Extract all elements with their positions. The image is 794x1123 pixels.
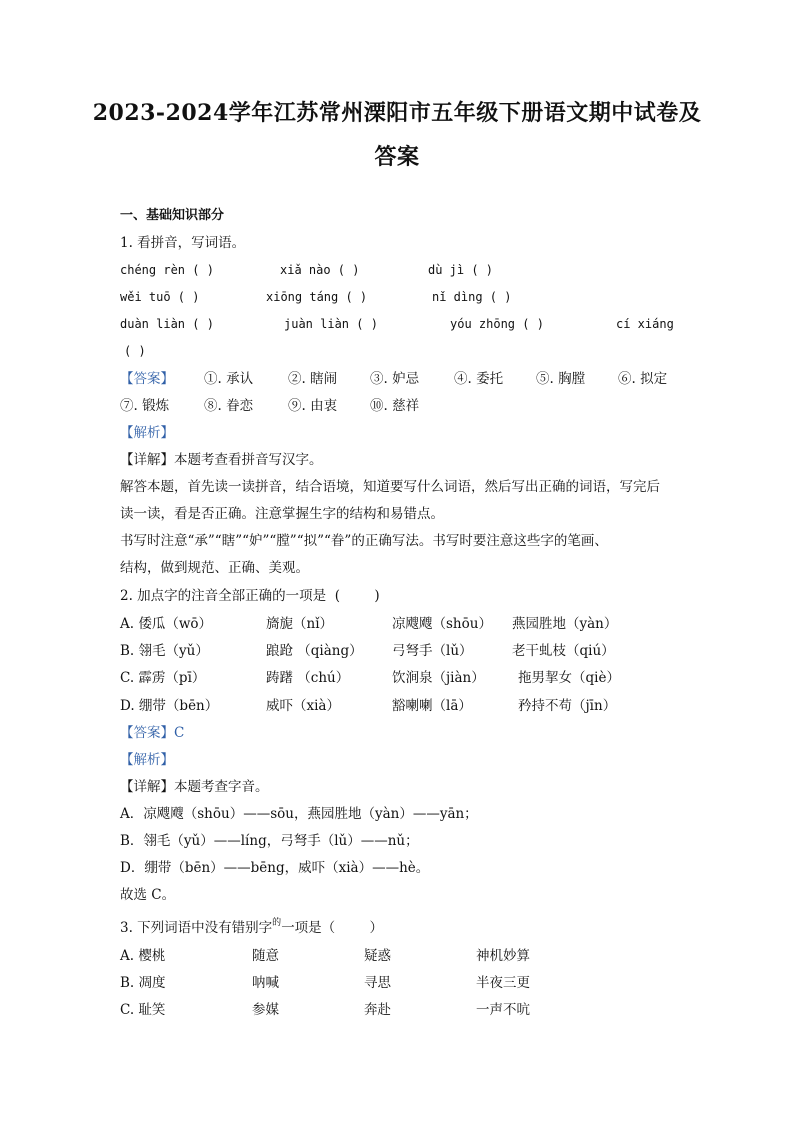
analysis-tag: 【解析】 <box>120 425 174 441</box>
answer-item: ⑧. 眷恋 <box>204 398 254 414</box>
paragraph-line: 结构，做到规范、正确、美观。 <box>120 560 309 576</box>
option-word: B. 凋度 <box>120 975 166 991</box>
answer-item: ⑨. 由衷 <box>288 398 338 414</box>
option-word: 弓弩手（lǔ） <box>392 643 473 659</box>
explanation-line: D．绷带（bēn）——bēng，威吓（xià）——hè。 <box>120 860 430 876</box>
option-word: 拖男挈女（qiè） <box>518 670 620 686</box>
option-word: A. 樱桃 <box>120 948 166 964</box>
answer-line: 【答案】C <box>120 725 185 741</box>
pinyin-blank: nǐ dìng ( ) <box>432 290 512 304</box>
pinyin-blank: yóu zhōng ( ) <box>450 317 544 331</box>
q2-stem: 2. 加点字的注音全部正确的一项是 ( ) <box>120 588 380 604</box>
paragraph-line: 解答本题，首先读一读拼音，结合语境，知道要写什么词语，然后写出正确的词语，写完后 <box>120 479 660 495</box>
pinyin-blank: chéng rèn ( ) <box>120 263 214 277</box>
option-word: 燕园胜地（yàn） <box>512 616 618 632</box>
answer-tag: 【答案】 <box>120 371 174 387</box>
detail-line: 【详解】本题考查字音。 <box>120 779 269 795</box>
option-word: C. 霹雳（pī） <box>120 670 206 686</box>
option-word: D. 绷带（bēn） <box>120 698 219 714</box>
section-heading: 一、基础知识部分 <box>120 208 225 223</box>
option-word: 矜持不苟（jīn） <box>518 698 617 714</box>
conclusion-line: 故选 C。 <box>120 887 176 903</box>
answer-item: ④. 委托 <box>454 371 504 387</box>
option-word: 参媒 <box>252 1002 279 1018</box>
q3-stem-part2: 一项是（ ） <box>281 920 384 936</box>
option-word: 踉跄 （qiàng） <box>266 643 363 659</box>
pinyin-blank: xiǎ nào ( ) <box>280 263 360 277</box>
answer-item: ②. 瞎闹 <box>288 371 338 387</box>
q3-stem <box>120 918 383 940</box>
option-word: 呐喊 <box>252 975 279 991</box>
answer-item: ⑩. 慈祥 <box>370 398 420 414</box>
answer-item: ⑥. 拟定 <box>618 371 668 387</box>
option-word: 饮涧泉（jiàn） <box>392 670 485 686</box>
analysis-tag: 【解析】 <box>120 752 174 768</box>
explanation-line: A．凉飕飕（shōu）——sōu，燕园胜地（yàn）——yān； <box>120 806 478 822</box>
page-title-line2: 答案 <box>374 144 420 170</box>
q3-stem-part1: 3. 下列词语中没有错别字 <box>120 920 273 936</box>
option-word: 神机妙算 <box>476 948 530 964</box>
q1-stem: 1. 看拼音，写词语。 <box>120 235 246 251</box>
option-word: 老干虬枝（qiú） <box>512 643 615 659</box>
option-word: 疑惑 <box>364 948 391 964</box>
q3-stem-superscript: 的 <box>272 918 282 928</box>
pinyin-blank: xiōng táng ( ) <box>266 290 368 304</box>
pinyin-blank: duàn liàn ( ) <box>120 317 214 331</box>
page-title-line1: 2023-2024学年江苏常州溧阳市五年级下册语文期中试卷及 <box>92 100 702 126</box>
option-word: 半夜三更 <box>476 975 530 991</box>
option-word: 踌躇 （chú） <box>266 670 350 686</box>
paragraph-line: 书写时注意“承”“瞎”“妒”“膛”“拟”“眷”的正确写法。书写时要注意这些字的笔画、 <box>120 533 608 549</box>
option-word: 旖旎（nǐ） <box>266 616 334 632</box>
option-word: 威吓（xià） <box>266 698 340 714</box>
paragraph-line: 读一读，看是否正确。注意掌握生字的结构和易错点。 <box>120 506 444 522</box>
option-word: 豁喇喇（lā） <box>392 698 472 714</box>
option-word: 寻思 <box>364 975 391 991</box>
pinyin-blank: wěi tuō ( ) <box>120 290 200 304</box>
explanation-line: B．翎毛（yǔ）——líng，弓弩手（lǔ）——nǔ； <box>120 833 419 849</box>
option-word: 奔赴 <box>364 1002 391 1018</box>
pinyin-blank: cí xiáng <box>616 317 674 331</box>
option-word: 随意 <box>252 948 279 964</box>
answer-item: ⑦. 锻炼 <box>120 398 170 414</box>
option-word: 凉飕飕（shōu） <box>392 616 492 632</box>
pinyin-blank: dù jì ( ) <box>428 263 494 277</box>
answer-item: ③. 妒忌 <box>370 371 420 387</box>
answer-item: ⑤. 胸膛 <box>536 371 586 387</box>
pinyin-blank: ( ) <box>124 344 146 358</box>
option-word: 一声不吭 <box>476 1002 530 1018</box>
option-word: A. 倭瓜（wō） <box>120 616 213 632</box>
option-word: C. 耻笑 <box>120 1002 166 1018</box>
answer-item: ①. 承认 <box>204 371 254 387</box>
option-word: B. 翎毛（yǔ） <box>120 643 209 659</box>
detail-line: 【详解】本题考查看拼音写汉字。 <box>120 452 323 468</box>
pinyin-blank: juàn liàn ( ) <box>284 317 378 331</box>
